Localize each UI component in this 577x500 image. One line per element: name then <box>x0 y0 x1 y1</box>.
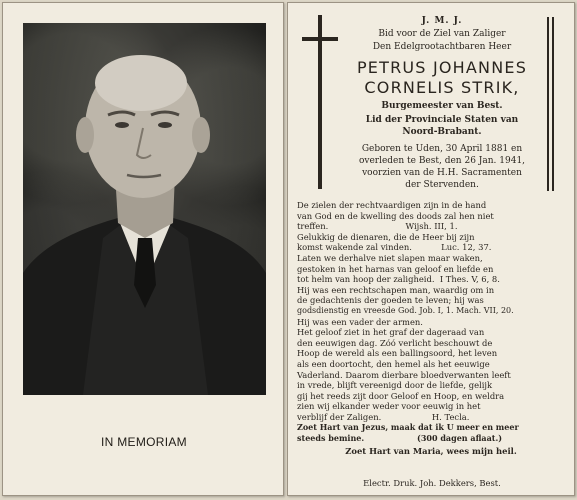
body-line: gij het reeds zijt door Geloof en Hoop, en weldra <box>297 390 505 401</box>
memorial-card-photo-side <box>2 2 284 496</box>
body-line: De zielen der rechtvaardigen zijn in de hand <box>297 200 487 210</box>
body-line: godsdienstig en vreesde God. Job. I, 1. Mach. VII, 20. <box>297 305 514 315</box>
printer-credit: Electr. Druk. Joh. Dekkers, Best. <box>363 478 501 488</box>
deceased-name-line-2: CORNELIS STRIK, <box>364 78 520 97</box>
memorial-text-body <box>297 200 565 456</box>
body-line: van God en de kwelling des doods zal hen niet <box>297 210 494 221</box>
body-line: zien wij elkander weder voor eeuwig in het <box>297 401 481 412</box>
portrait-photo <box>23 23 266 395</box>
portrait-figure <box>23 23 266 395</box>
body-line: als een doortocht, den hemel als het eeuwige <box>297 358 490 369</box>
bio-line-4: der Stervenden. <box>405 180 479 190</box>
jmj-heading: J. M. J. <box>421 16 463 26</box>
in-memoriam-caption: IN MEMORIAM <box>101 435 187 449</box>
body-line: Hij was een vader der armen. <box>297 316 423 327</box>
body-line: Laten we derhalve niet slapen maar waken, <box>297 252 483 263</box>
memorial-card-text-side <box>287 2 575 496</box>
body-line: Hoop de wereld als een ballingsoord, het leven <box>297 348 498 359</box>
body-line: Gelukkig de dienaren, die de Heer bij zijn <box>297 231 475 242</box>
double-rule-icon <box>546 17 558 191</box>
title-line-2: Lid der Provinciale Staten van <box>365 115 519 125</box>
body-line: verblijf der Zaligen. H. Tecla. <box>297 411 470 422</box>
deceased-name-line-1: PETRUS JOHANNES <box>356 58 528 77</box>
bio-line-1: Geboren te Uden, 30 April 1881 en <box>361 144 523 154</box>
title-line-3: Noord-Brabant. <box>402 127 482 137</box>
body-line: de gedachtenis der goeden te leven; hij was <box>297 295 484 306</box>
body-line: den eeuwigen dag. Zóó verlicht beschouwt de <box>297 337 493 348</box>
prayer-line-1: Zoet Hart van Jezus, maak dat ik U meer en meer <box>297 422 519 433</box>
cross-icon <box>302 15 338 191</box>
body-line: tot helm van hoop der zaligheid. I Thes. V, 6, 8. <box>297 274 500 285</box>
title-line-1: Burgemeester van Best. <box>381 101 503 111</box>
bio-line-3: voorzien van de H.H. Sacramenten <box>362 168 522 178</box>
intro-line-2: Den Edelgrootachtbaren Heer <box>372 42 512 52</box>
body-line: treffen. Wijsh. III, 1. <box>297 221 458 232</box>
body-line: gestoken in het harnas van geloof en liefde en <box>297 263 494 274</box>
intro-line-1: Bid voor de Ziel van Zaliger <box>378 29 506 39</box>
body-line: komst wakende zal vinden. Luc. 12, 37. <box>297 242 492 253</box>
bio-line-2: overleden te Best, den 26 Jan. 1941, <box>358 156 526 166</box>
body-line: Hij was een rechtschapen man, waardig om in <box>297 284 495 295</box>
prayer-line-3: Zoet Hart van Maria, wees mijn heil. <box>345 445 517 456</box>
body-line: Het geloof ziet in het graf der dageraad van <box>297 327 485 338</box>
prayer-line-2: steeds bemine. (300 dagen aflaat.) <box>297 433 503 444</box>
body-line: Vaderland. Daarom dierbare bloedverwanten leeft <box>297 369 511 380</box>
body-line: in vrede, blijft vereenigd door de liefde, gelijk <box>297 380 493 391</box>
